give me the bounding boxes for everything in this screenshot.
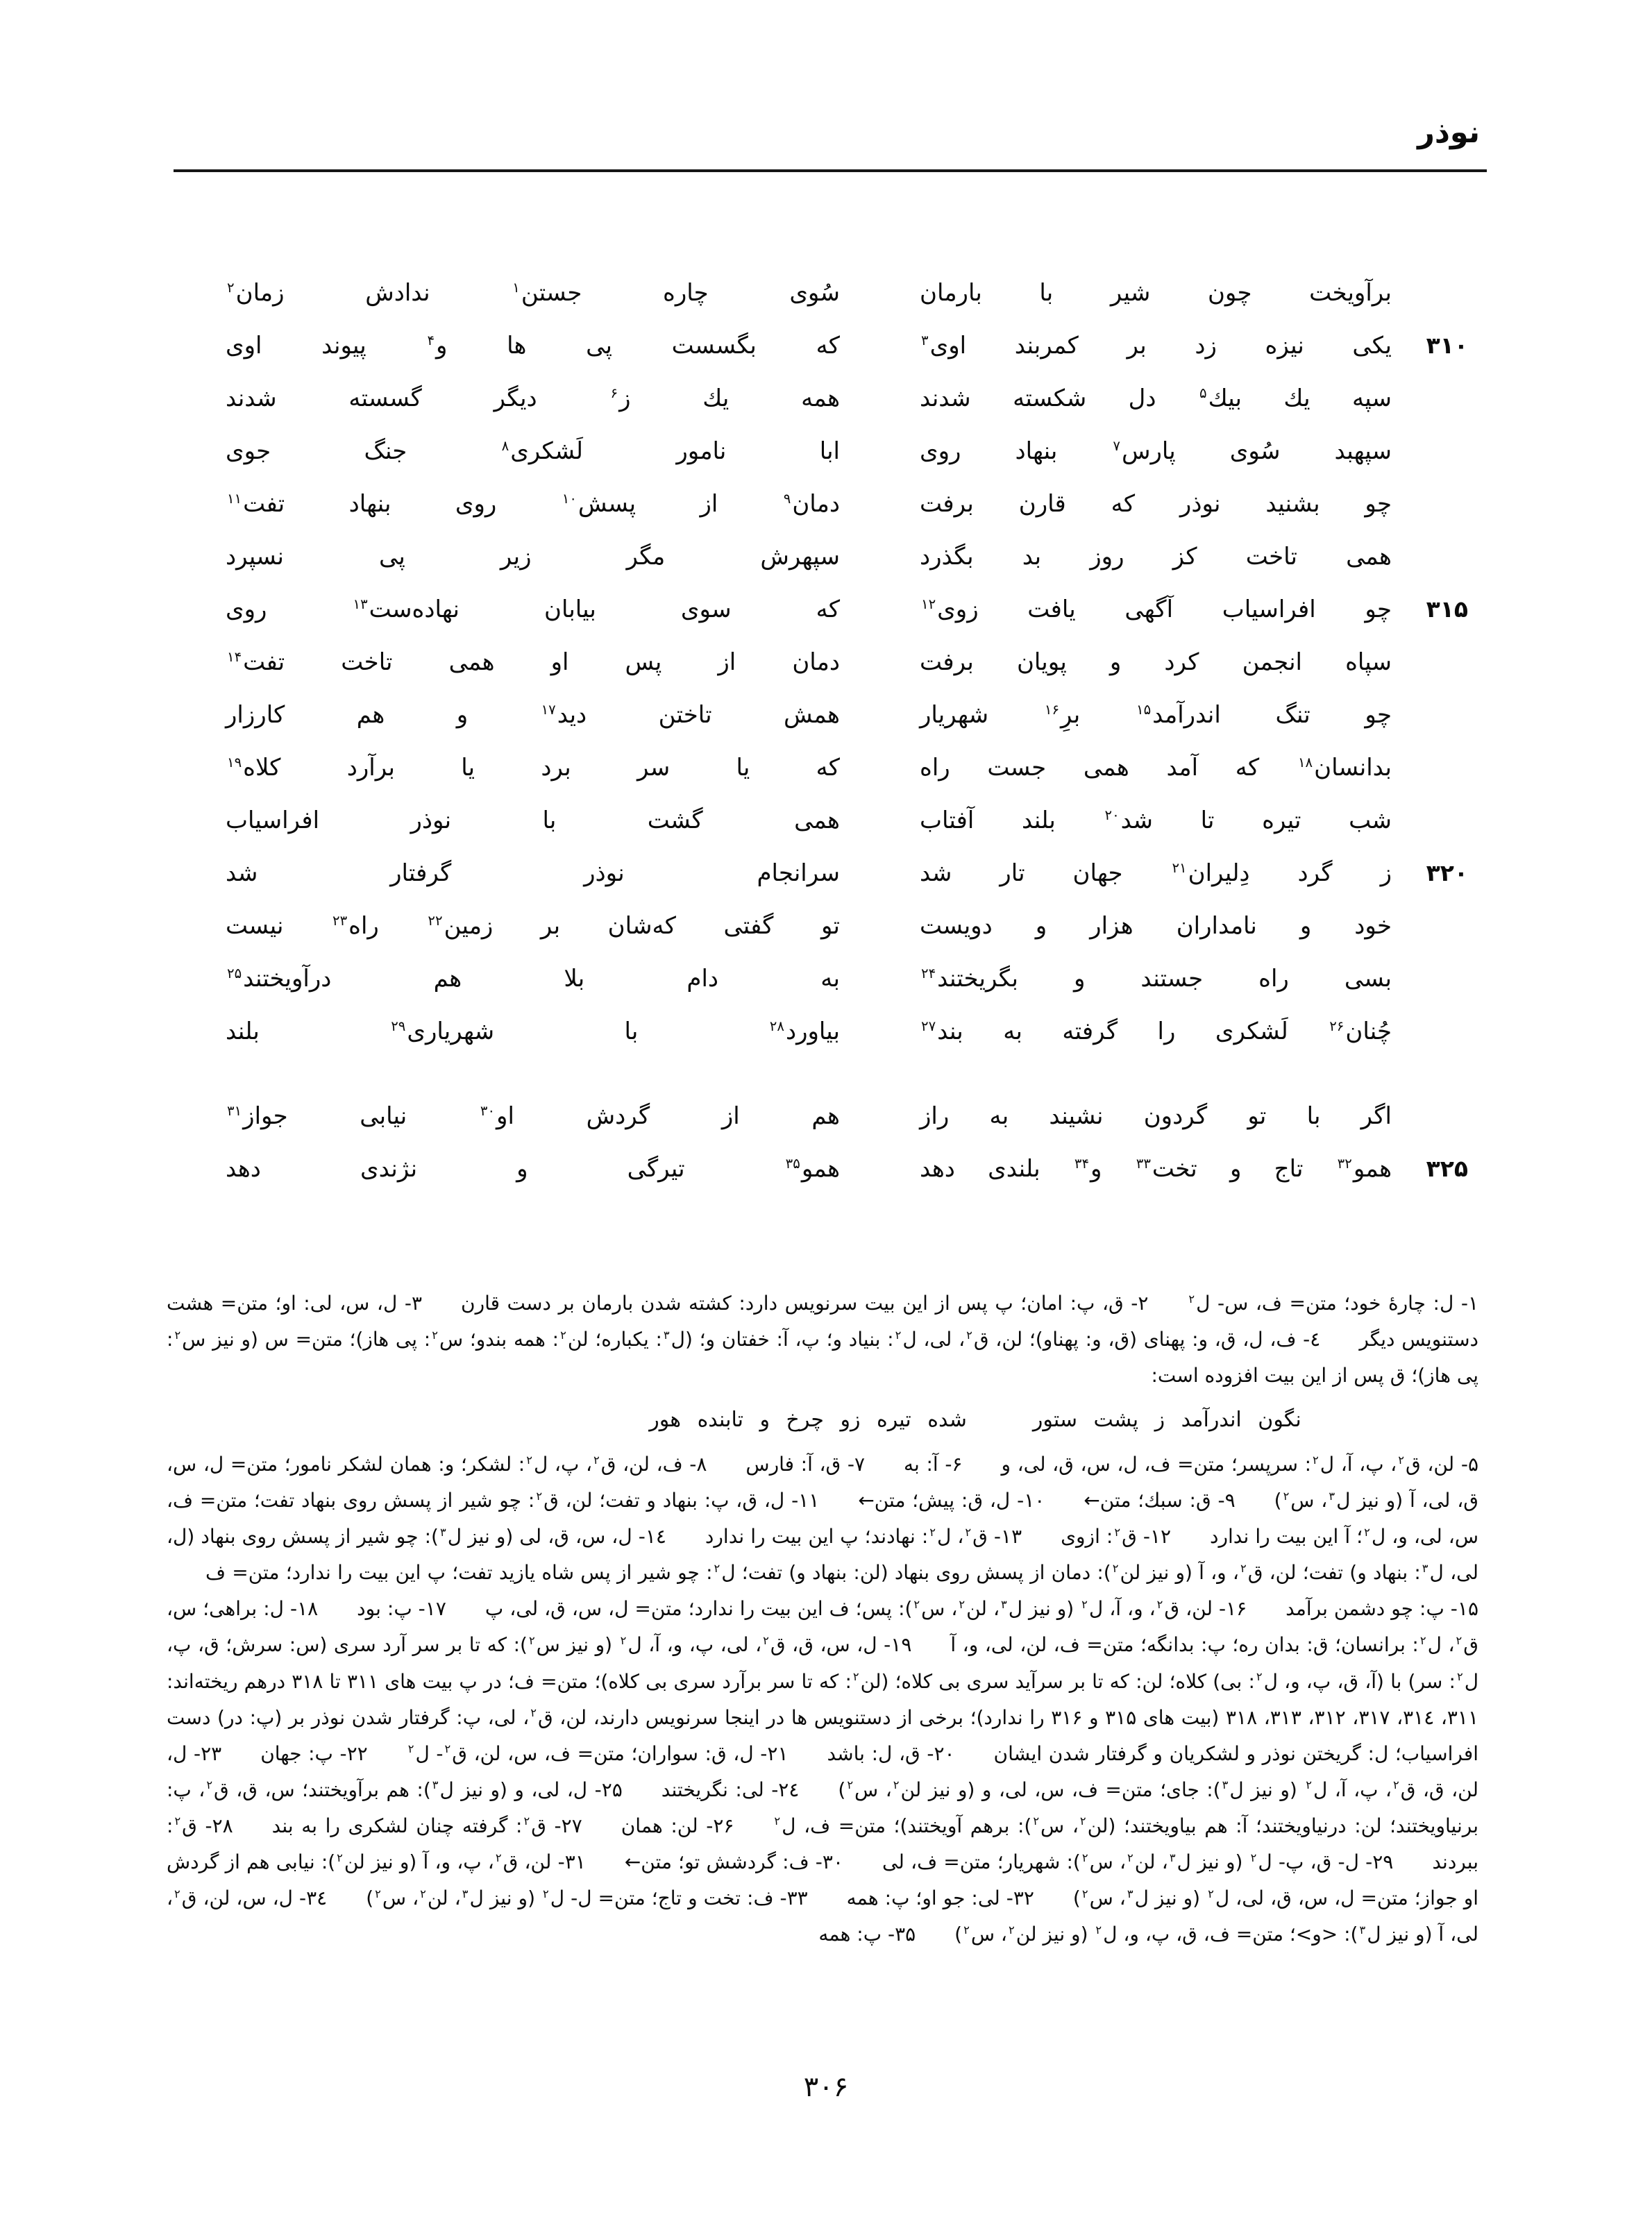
hemistich-right: بسی راه جستند و بگریختند$^{۲۴}$: [921, 965, 1392, 993]
hemistich-right: همی تاخت کز روز بد بگذرد: [920, 543, 1392, 571]
hemistich-left: که بگسست پی ها و$^۴$ پیوند اوی: [226, 332, 840, 360]
hemistich-left: دمان$^۹$ از پسش$^{۱۰}$ روی بنهاد تفت$^{۱۱}$: [227, 490, 840, 518]
hemistich-right: چو افراسیاب آگهی یافت زوی$^{۱۲}$: [921, 596, 1392, 623]
header-divider-rule: [174, 169, 1487, 172]
inserted-bayt-right-hemistich: نگون اندرآمد ز پشت ستور: [1032, 1408, 1301, 1433]
hemistich-left: تو گفتی که‌شان بر زمین$^{۲۲}$ راه$^{۲۳}$ نیست: [226, 912, 841, 940]
hemistich-right: شب تیره تا شد$^{۲۰}$ بلند آفتاب: [920, 807, 1392, 834]
hemistich-right: خود و نامداران هزار و دویست: [920, 912, 1392, 940]
verse-number: ۳۱۰: [1426, 332, 1468, 359]
inserted-bayt-left-hemistich: شده تیره زو چرخ و تابنده هور: [649, 1408, 967, 1433]
hemistich-left: بیاورد$^{۲۸}$ با شهریاری$^{۲۹}$ بلند: [226, 1018, 840, 1045]
hemistich-right: همو$^{۳۲}$ تاج و تخت$^{۳۳}$ و$^{۳۴}$ بلندی دهد: [920, 1155, 1392, 1183]
verse-row: [222, 965, 1468, 1018]
hemistich-right: سپهبد سُوی پارس$^۷$ بنهاد روی: [920, 437, 1392, 465]
hemistich-right: بدانسان$^{۱۸}$ که آمد همی جست راه: [920, 754, 1392, 782]
hemistich-left: هم از گردش او$^{۳۰}$ نیابی جواز$^{۳۱}$: [227, 1102, 840, 1130]
verse-row: [222, 596, 1468, 648]
footnote-paragraph-1: ۱- ل: چارهٔ خود؛ متن= ف، س- ل$^۲$ ۲- ق، پ: امان؛ پ پس از این بیت سرنویس دارد: کشته شدن بارمان بر دست قارن ۳- ل، س، لی: او؛ متن= هشت دستنویس دیگر ٤- ف، ل، ق، و: پهنای (ق، و: پهناو)؛ لن، ق$^۲$، لی، ل$^۲$: بنیاد و؛ پ، آ: خفتان و؛ (ل$^۳$: یکباره؛ لن$^۲$: همه بندو؛ س$^۲$: پی هاز)؛ متن= س (و نیز س$^۲$: پی هاز)؛ ق پس از این بیت افزوده است:: [167, 1292, 1479, 1388]
verse-row: [222, 385, 1468, 437]
verse-row: [222, 490, 1468, 543]
hemistich-right: چُنان$^{۲۶}$ لَشکری را گرفته به بند$^{۲۷}$: [921, 1018, 1392, 1045]
hemistich-left: سُوی چاره جستن$^۱$ ندادش زمان$^۲$: [227, 279, 840, 307]
folio-page-number: ۳۰۶: [803, 2071, 849, 2103]
hemistich-left: که سوی بیابان نهاده‌ست$^{۱۳}$ روی: [226, 596, 840, 623]
verse-row: [222, 1102, 1468, 1155]
verse-number: ۳۲۵: [1426, 1155, 1468, 1182]
footnote-inserted-bayt: [649, 1401, 1301, 1440]
hemistich-right: اگر با تو گردون نشیند به راز: [920, 1102, 1392, 1130]
hemistich-right: چو تنگ اندرآمد$^{۱۵}$ برِ$^{۱۶}$ شهریار: [920, 701, 1392, 729]
verse-row: [222, 754, 1468, 807]
hemistich-right: چو بشنید نوذر که قارن برفت: [920, 490, 1392, 518]
verse-row: [222, 859, 1468, 912]
hemistich-left: ابا نامور لَشکری$^۸$ جنگ جوی: [226, 437, 840, 465]
hemistich-left: همه یك ز$^۶$ دیگر گسسته شدند: [226, 385, 841, 412]
hemistich-right: برآویخت چون شیر با بارمان: [920, 279, 1392, 307]
verse-row: [222, 437, 1468, 490]
running-head-chapter-title: نوذر: [1417, 115, 1480, 150]
verse-row: [222, 1155, 1468, 1208]
verse-row: [222, 648, 1468, 701]
verse-row: [222, 1018, 1468, 1070]
hemistich-left: سپهرش مگر زیر پی نسپرد: [226, 543, 840, 571]
footnote-paragraph-2: ۵- لن، ق$^۲$، پ، آ، ل$^۲$: سرپسر؛ متن= ف، ل، س، ق، لی، و ۶- آ: به ۷- ق، آ: فارس ۸- ف، لن، ق$^۲$، پ، ل$^۲$: لشکر؛ و: همان لشکر نامور؛ متن= ل، س، ق، لی، آ (و نیز ل$^۳$، س$^۲$) ۹- ق: سبك؛ متن← ۱۰- ل، ق: پیش؛ متن← ۱۱- ل، ق، پ: بنهاد و تفت؛ لن، ق$^۲$: چو شیر از پسش روی بنهاد تفت؛ متن= ف، س، لی، و، ل$^۲$؛ آ این بیت را ندارد ۱۲- ق$^۲$: ازوی ۱۳- ق$^۲$، ل$^۲$: نهادند؛ پ این بیت را ندارد ۱٤- ل، س، ق، لی (و نیز ل$^۳$): چو شیر از پسش روی بنهاد (ل، لی، ل$^۳$: بنهاد و) تفت؛ لن، ق$^۲$، و، آ (و نیز لن$^۲$): دمان از پسش روی بنهاد (لن: بنهاد و) تفت؛ ل$^۲$: چو شیر از پس شاه یازید تفت؛ پ این بیت را ندارد؛ متن= ف ۱۵- پ: چو دشمن برآمد ۱۶- لن، ق$^۲$، و، آ، ل$^۲$ (و نیز ل$^۳$، لن$^۲$، س$^۲$): پس؛ ف این بیت را ندارد؛ متن= ل، س، ق، لی، پ ۱۷- پ: بود ۱۸- ل: براهی؛ س، ق$^۲$، ل$^۲$: برانسان؛ ق: بدان ره؛ پ: بدانگه؛ متن= ف، لن، لی، و، آ ۱۹- ل، س، ق، ق$^۲$، لی، پ، و، آ، ل$^۲$ (و نیز س$^۲$): که تا بر سر آرد سری (س: سرش؛ ق، پ، ل$^۲$: سر) با (آ، ق، پ، و، ل$^۲$: بی) کلاه؛ لن: که تا بر سرآید سری بی کلاه؛ (لن$^۲$: که تا سر برآرد سری بی کلاه)؛ متن= ف؛ در پ بیت های ۳۱۱ تا ۳۱۸ درهم ریخته‌اند: ۳۱۱، ۳۱٤، ۳۱۷، ۳۱۲، ۳۱۳، ۳۱۸ (بیت های ۳۱۵ و ۳۱۶ را ندارد)؛ برخی از دستنویس ها در اینجا سرنویس دارند، لن، ق$^۲$، لی، پ: گرفتار شدن نوذر بر (پ: در) دست افراسیاب؛ ل: گریختن نوذر و لشکریان و گرفتار شدن ایشان ۲۰- ق، ل: باشد ۲۱- ل، ق: سواران؛ متن= ف، س، لن، ق$^۲$- ل$^۲$ ۲۲- پ: جهان ۲۳- ل، لن، ق، ق$^۲$، پ، آ، ل$^۲$ (و نیز ل$^۳$): جای؛ متن= ف، س، لی، و (و نیز لن$^۲$، س$^۲$) ۲٤- لی: نگریختند ۲۵- ل، لی، و (و نیز ل$^۳$): هم برآویختند؛ س، ق، ق$^۲$، پ: برنیاویختند؛ لن: درنیاویختند؛ آ: هم بیاویختند؛ (لن$^۲$، س$^۲$): برهم آویختند)؛ متن= ف، ل$^۲$ ۲۶- لن: همان ۲۷- ق$^۲$: گرفته چنان لشکری را به بند ۲۸- ق$^۲$: ببردند ۲۹- ل- ق، پ- ل$^۲$ (و نیز ل$^۳$، لن$^۲$، س$^۲$): شهریار؛ متن= ف، لی ۳۰- ف: گردشش تو؛ متن← ۳۱- لن، ق$^۲$، پ، و، آ (و نیز لن$^۲$): نیابی هم از گردش او جواز؛ متن= ل، س، ق، لی، ل$^۲$ (و نیز ل$^۳$، س$^۲$) ۳۲- لی: جو او؛ پ: همه ۳۳- ف: تخت و تاج؛ متن= ل- ل$^۲$ (و نیز ل$^۳$، لن$^۲$، س$^۲$) ۳٤- ل، س، لن، ق$^۲$، لی، آ (و نیز ل$^۳$): <و>؛ متن= ف، ق، پ، و، ل$^۲$ (و نیز لن$^۲$، س$^۲$) ۳۵- پ: همه: [167, 1453, 1479, 1946]
verse-row: [222, 332, 1468, 385]
hemistich-left: دمان از پس او همی تاخت تفت$^{۱۴}$: [227, 648, 840, 676]
verse-row: [222, 701, 1468, 754]
hemistich-left: سرانجام نوذر گرفتار شد: [226, 859, 840, 887]
hemistich-left: به دام بلا هم درآویختند$^{۲۵}$: [227, 965, 840, 993]
hemistich-right: یکی نیزه زد بر کمربند اوی$^۳$: [921, 332, 1392, 360]
hemistich-left: همش تاختن دید$^{۱۷}$ و هم کارزار: [226, 701, 840, 729]
verse-rows: [222, 279, 1468, 1208]
verse-number: ۳۱۵: [1426, 596, 1468, 623]
verse-number: ۳۲۰: [1426, 859, 1468, 886]
footnotes-apparatus: [167, 1285, 1478, 1953]
hemistich-right: سپاه انجمن کرد و پویان برفت: [920, 648, 1392, 676]
hemistich-left: همو$^{۳۵}$ تیرگی و نژندی دهد: [226, 1155, 840, 1183]
hemistich-right: ز گرد دِلیران$^{۲۱}$ جهان تار شد: [920, 859, 1392, 887]
verse-row: [222, 279, 1468, 332]
verse-row: [222, 543, 1468, 596]
hemistich-left: همی گشت با نوذر افراسیاب: [226, 807, 840, 834]
verse-row: [222, 807, 1468, 859]
verse-row: [222, 912, 1468, 965]
verse-block: [222, 279, 1468, 1208]
hemistich-right: سپه یك بیك$^۵$ دل شکسته شدند: [920, 385, 1392, 412]
hemistich-left: که یا سر برد یا برآرد کلاه$^{۱۹}$: [227, 754, 840, 782]
